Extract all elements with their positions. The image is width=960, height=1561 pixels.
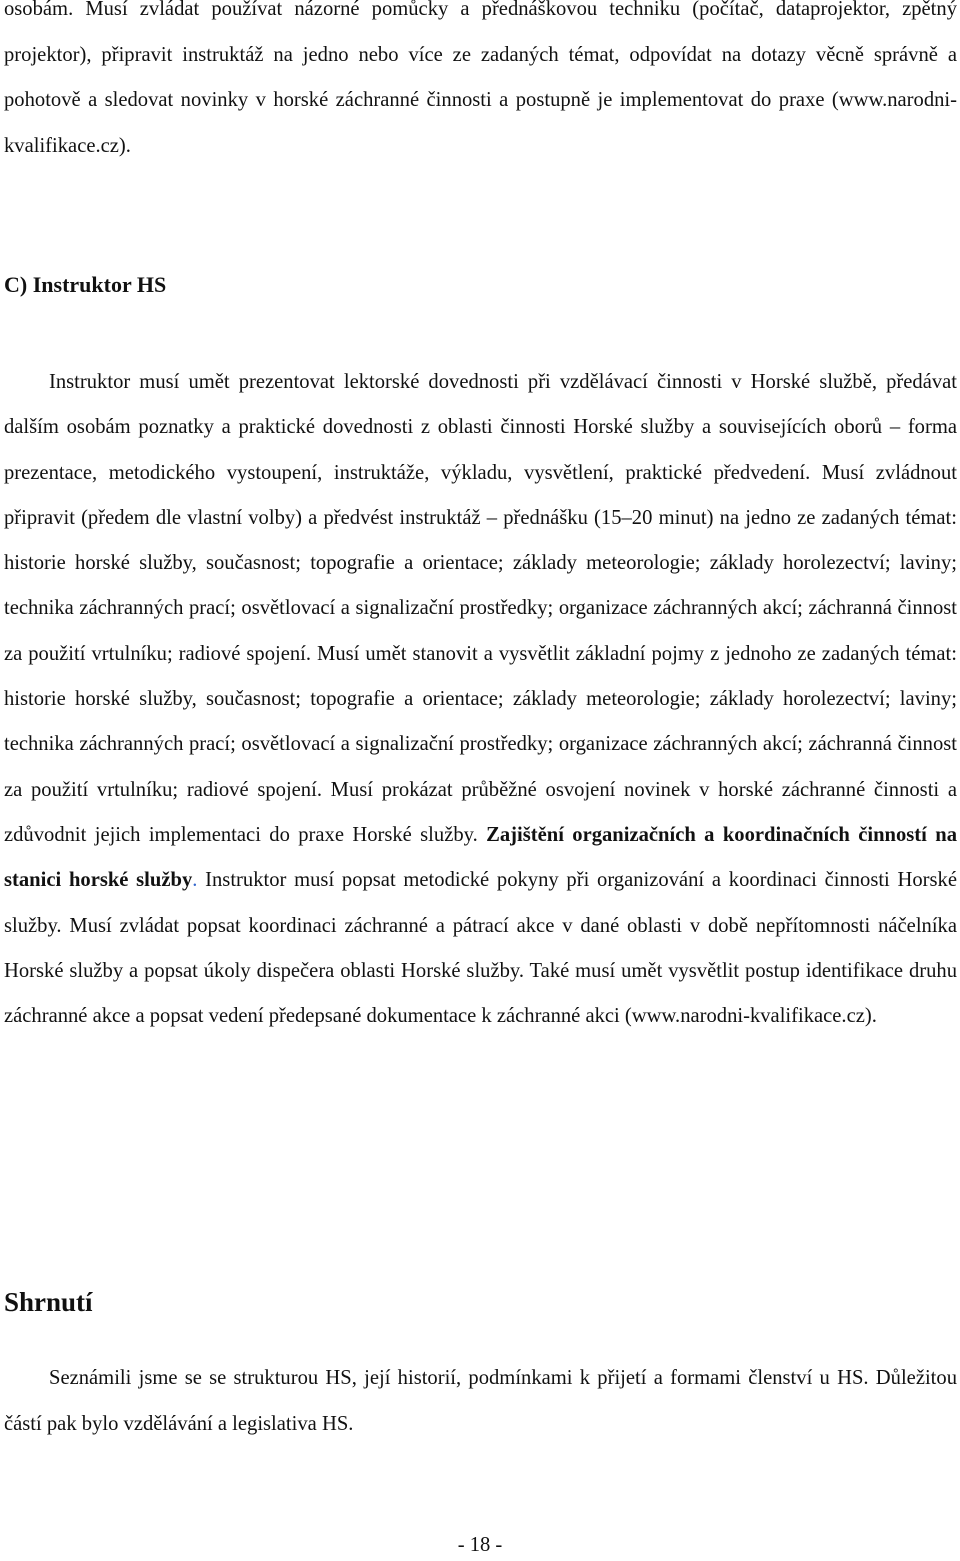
page-number: - 18 -: [457, 1534, 503, 1556]
document-page: [4, 0, 957, 1561]
paragraph-summary: Seznámili jsme se se strukturou HS, její historií, podmínkami k přijetí a formami členství u HS. Důležitou částí pak bylo vzdělávání a legislativa HS.: [4, 1367, 957, 1435]
paragraph-intro: osobám. Musí zvládat používat názorné pomůcky a přednáškovou techniku (počítač, dataprojektor, zpětný projektor), připravit instruktáž na jedno nebo více ze zadaných témat, odpovídat na dotazy věcně správně a pohotově a sledovat novinky v horské záchranné činnosti a postupně je implementovat do praxe (www.narodni-kvalifikace.cz).: [4, 0, 957, 157]
paragraph-instruktor: [4, 360, 957, 1039]
paragraph-instruktor-text-a: Instruktor musí umět prezentovat lektorské dovednosti při vzdělávací činnosti v Horské službě, předávat dalším osobám poznatky a praktické dovednosti z oblasti činnosti Horské služby a souvisejících oborů – forma prezentace, metodického vystoupení, instruktáže, výkladu, vysvětlení, praktické předvedení. Musí zvládnout připravit (předem dle vlastní volby) a předvést instruktáž – přednášku (15–20 minut) na jedno ze zadaných témat: historie horské služby, současnost; topografie a orientace; základy meteorologie; základy horolezectví; laviny; technika záchranných prací; osvětlovací a signalizační prostředky; organizace záchranných akcí; záchranná činnost za použití vrtulníku; radiové spojení. Musí umět stanovit a vysvětlit základní pojmy z jednoho ze zadaných témat: historie horské služby, současnost; topografie a orientace; základy meteorologie; základy horolezectví; laviny; technika záchranných prací; osvětlovací a signalizační prostředky; organizace záchranných akcí; záchranná činnost za použití vrtulníku; radiové spojení. Musí prokázat průběžné osvojení novinek v horské záchranné činnosti a zdůvodnit jejich implementaci do praxe Horské služby.: [4, 371, 957, 846]
section-heading-instruktor: C) Instruktor HS: [4, 272, 167, 297]
paragraph-instruktor-bold: Zajištění organizačních a koordinačních činností na stanici horské služby: [4, 823, 957, 892]
paragraph-instruktor-text-b: Instruktor musí popsat metodické pokyny při organizování a koordinaci činnosti Horské služby. Musí zvládat popsat koordinaci záchranné a pátrací akce v dané oblasti v době nepřítomnosti náčelníka Horské služby a popsat úkoly dispečera oblasti Horské služby. Také musí umět vysvětlit postup identifikace druhu záchranné akce a popsat vedení předepsané dokumentace k záchranné akci (www.narodni-kvalifikace.cz).: [4, 869, 957, 1028]
paragraph-instruktor-dot: .: [192, 869, 198, 892]
section-heading-summary: Shrnutí: [4, 1287, 93, 1317]
